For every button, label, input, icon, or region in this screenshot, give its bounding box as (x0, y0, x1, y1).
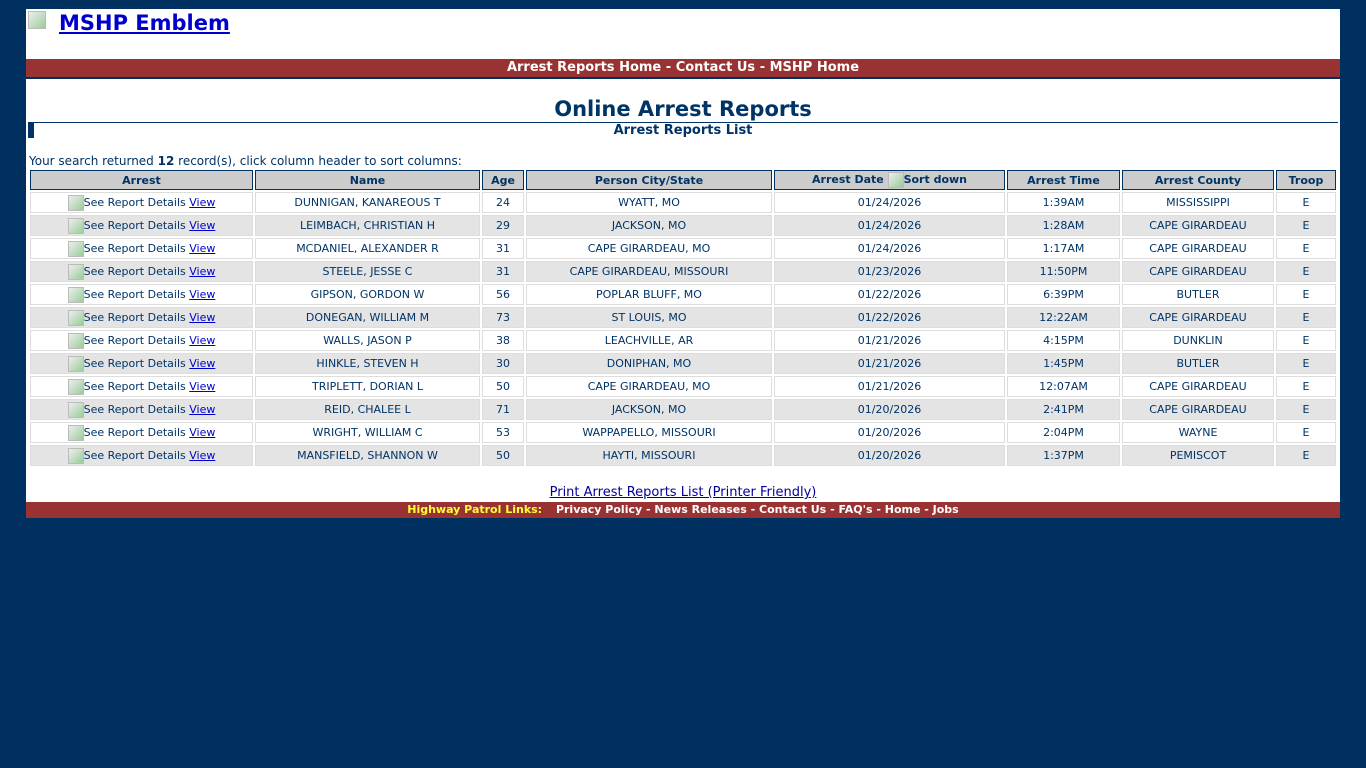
report-details-icon (68, 448, 84, 464)
arrest-county-cell: CAPE GIRARDEAU (1122, 215, 1274, 236)
view-report-link[interactable]: View (189, 356, 216, 370)
name-cell: MANSFIELD, SHANNON W (255, 445, 480, 466)
column-header-arrest-date[interactable] (774, 170, 1005, 190)
nav-contact-us[interactable]: Contact Us (675, 60, 756, 75)
city-state-cell: JACKSON, MO (526, 399, 772, 420)
arrest-county-cell: CAPE GIRARDEAU (1122, 261, 1274, 282)
column-header-label: Arrest Time (1027, 173, 1100, 187)
view-report-link[interactable]: View (189, 218, 216, 232)
column-header-age[interactable] (482, 170, 524, 190)
nav-arrest-reports-home[interactable]: Arrest Reports Home (506, 60, 662, 75)
arrest-cell (30, 238, 253, 259)
column-header-arrest-time[interactable] (1007, 170, 1120, 190)
city-state-cell: LEACHVILLE, AR (526, 330, 772, 351)
city-state-cell: DONIPHAN, MO (526, 353, 772, 374)
report-details-icon (68, 195, 84, 211)
city-state-cell: WYATT, MO (526, 192, 772, 213)
footer-link-home[interactable]: Home (884, 503, 921, 516)
name-cell: MCDANIEL, ALEXANDER R (255, 238, 480, 259)
troop-cell: E (1276, 261, 1336, 282)
city-state-cell: HAYTI, MISSOURI (526, 445, 772, 466)
age-cell: 38 (482, 330, 524, 351)
age-cell: 73 (482, 307, 524, 328)
arrest-county-cell: BUTLER (1122, 284, 1274, 305)
troop-cell: E (1276, 445, 1336, 466)
age-cell: 30 (482, 353, 524, 374)
arrest-time-cell: 2:41PM (1007, 399, 1120, 420)
arrest-date-cell: 01/21/2026 (774, 376, 1005, 397)
table-row (30, 192, 1336, 213)
arrest-county-cell: DUNKLIN (1122, 330, 1274, 351)
report-img-alt: See Report Details (83, 333, 186, 347)
city-state-cell: WAPPAPELLO, MISSOURI (526, 422, 772, 443)
troop-cell: E (1276, 215, 1336, 236)
arrest-time-cell: 6:39PM (1007, 284, 1120, 305)
column-header-label: Name (349, 173, 386, 187)
footer-link-faq-s[interactable]: FAQ's (838, 503, 873, 516)
name-cell: LEIMBACH, CHRISTIAN H (255, 215, 480, 236)
arrest-county-cell: WAYNE (1122, 422, 1274, 443)
broken-image-icon (28, 11, 46, 29)
troop-cell: E (1276, 192, 1336, 213)
footer-links: Highway Patrol Links: Privacy Policy - News Releases - Contact Us - FAQ's - Home - Jobs (26, 502, 1340, 518)
city-state-cell: POPLAR BLUFF, MO (526, 284, 772, 305)
report-details-icon (68, 264, 84, 280)
column-header-label: Person City/State (594, 173, 704, 187)
arrest-cell (30, 192, 253, 213)
troop-cell: E (1276, 330, 1336, 351)
page-title: Online Arrest Reports (554, 97, 812, 121)
table-row (30, 445, 1336, 466)
view-report-link[interactable]: View (189, 333, 216, 347)
report-img-alt: See Report Details (83, 310, 186, 324)
arrest-time-cell: 1:17AM (1007, 238, 1120, 259)
footer-link-jobs[interactable]: Jobs (932, 503, 959, 516)
arrest-date-cell: 01/22/2026 (774, 284, 1005, 305)
arrest-cell (30, 399, 253, 420)
troop-cell: E (1276, 399, 1336, 420)
arrest-date-cell: 01/24/2026 (774, 192, 1005, 213)
page (26, 9, 1340, 518)
column-header-arrest[interactable] (30, 170, 253, 190)
report-details-icon (68, 333, 84, 349)
summary-suffix: record(s), click column header to sort columns: (174, 154, 462, 168)
arrest-cell (30, 330, 253, 351)
view-report-link[interactable]: View (189, 425, 216, 439)
view-report-link[interactable]: View (189, 402, 216, 416)
report-details-icon (68, 218, 84, 234)
age-cell: 53 (482, 422, 524, 443)
report-img-alt: See Report Details (83, 241, 186, 255)
logo-area (26, 9, 1340, 59)
arrest-cell (30, 376, 253, 397)
table-row (30, 307, 1336, 328)
search-summary (29, 154, 1340, 168)
column-header-label: Arrest County (1154, 173, 1242, 187)
table-row (30, 284, 1336, 305)
report-img-alt: See Report Details (83, 402, 186, 416)
view-report-link[interactable]: View (189, 264, 216, 278)
view-report-link[interactable]: View (189, 310, 216, 324)
column-header-arrest-county[interactable] (1122, 170, 1274, 190)
print-friendly-link[interactable]: Print Arrest Reports List (Printer Friendly) (549, 485, 817, 500)
table-row (30, 215, 1336, 236)
arrest-date-cell: 01/23/2026 (774, 261, 1005, 282)
name-cell: WRIGHT, WILLIAM C (255, 422, 480, 443)
arrest-cell (30, 307, 253, 328)
city-state-cell: CAPE GIRARDEAU, MISSOURI (526, 261, 772, 282)
table-row (30, 353, 1336, 374)
age-cell: 31 (482, 261, 524, 282)
arrest-date-cell: 01/22/2026 (774, 307, 1005, 328)
troop-cell: E (1276, 376, 1336, 397)
arrest-time-cell: 12:07AM (1007, 376, 1120, 397)
name-cell: TRIPLETT, DORIAN L (255, 376, 480, 397)
footer-link-privacy-policy[interactable]: Privacy Policy (555, 503, 643, 516)
age-cell: 29 (482, 215, 524, 236)
arrest-time-cell: 11:50PM (1007, 261, 1120, 282)
arrest-time-cell: 1:28AM (1007, 215, 1120, 236)
city-state-cell: CAPE GIRARDEAU, MO (526, 376, 772, 397)
name-cell: DUNNIGAN, KANAREOUS T (255, 192, 480, 213)
nav-mshp-home[interactable]: MSHP Home (769, 60, 860, 75)
arrest-date-cell: 01/21/2026 (774, 330, 1005, 351)
arrest-cell (30, 215, 253, 236)
arrest-cell (30, 445, 253, 466)
report-details-icon (68, 425, 84, 441)
arrest-cell (30, 422, 253, 443)
arrest-cell (30, 353, 253, 374)
mshp-emblem-link[interactable]: MSHP Emblem (59, 11, 230, 35)
table-row (30, 261, 1336, 282)
arrest-time-cell: 12:22AM (1007, 307, 1120, 328)
report-details-icon (68, 310, 84, 326)
subtitle: Arrest Reports List (613, 123, 753, 138)
arrest-cell (30, 261, 253, 282)
name-cell: GIPSON, GORDON W (255, 284, 480, 305)
arrest-date-cell: 01/20/2026 (774, 445, 1005, 466)
column-header-person-city-state[interactable] (526, 170, 772, 190)
report-details-icon (68, 402, 84, 418)
column-header-label: Age (491, 173, 515, 187)
view-report-link[interactable]: View (189, 195, 216, 209)
arrest-county-cell: MISSISSIPPI (1122, 192, 1274, 213)
name-cell: REID, CHALEE L (255, 399, 480, 420)
report-img-alt: See Report Details (83, 287, 186, 301)
report-img-alt: See Report Details (83, 425, 186, 439)
arrest-county-cell: CAPE GIRARDEAU (1122, 399, 1274, 420)
name-cell: DONEGAN, WILLIAM M (255, 307, 480, 328)
arrest-county-cell: CAPE GIRARDEAU (1122, 307, 1274, 328)
report-details-icon (68, 241, 84, 257)
troop-cell: E (1276, 422, 1336, 443)
subtitle-bar (28, 122, 1338, 145)
footer-label: Highway Patrol Links: (407, 503, 543, 516)
arrest-county-cell: PEMISCOT (1122, 445, 1274, 466)
view-report-link[interactable]: View (189, 379, 216, 393)
print-area (26, 485, 1340, 500)
report-img-alt: See Report Details (83, 218, 186, 232)
table-row (30, 376, 1336, 397)
column-header-label: Arrest Date (812, 173, 884, 186)
section-marker (28, 123, 34, 138)
arrest-date-cell: 01/20/2026 (774, 422, 1005, 443)
report-details-icon (68, 379, 84, 395)
age-cell: 31 (482, 238, 524, 259)
arrest-county-cell: BUTLER (1122, 353, 1274, 374)
age-cell: 50 (482, 445, 524, 466)
arrest-county-cell: CAPE GIRARDEAU (1122, 238, 1274, 259)
arrest-date-cell: 01/20/2026 (774, 399, 1005, 420)
arrest-county-cell: CAPE GIRARDEAU (1122, 376, 1274, 397)
arrest-time-cell: 4:15PM (1007, 330, 1120, 351)
table-row (30, 399, 1336, 420)
view-report-link[interactable]: View (189, 287, 216, 301)
name-cell: WALLS, JASON P (255, 330, 480, 351)
column-header-troop[interactable] (1276, 170, 1336, 190)
report-img-alt: See Report Details (83, 356, 186, 370)
troop-cell: E (1276, 307, 1336, 328)
sort-icon-alt: Sort down (903, 173, 967, 186)
sort-down-icon (888, 172, 904, 188)
footer-link-contact-us[interactable]: Contact Us (759, 503, 827, 516)
view-report-link[interactable]: View (189, 448, 216, 462)
troop-cell: E (1276, 284, 1336, 305)
arrest-date-cell: 01/24/2026 (774, 215, 1005, 236)
report-img-alt: See Report Details (83, 264, 186, 278)
age-cell: 71 (482, 399, 524, 420)
city-state-cell: CAPE GIRARDEAU, MO (526, 238, 772, 259)
city-state-cell: JACKSON, MO (526, 215, 772, 236)
column-header-name[interactable] (255, 170, 480, 190)
arrest-cell (30, 284, 253, 305)
name-cell: HINKLE, STEVEN H (255, 353, 480, 374)
arrest-time-cell: 1:39AM (1007, 192, 1120, 213)
report-details-icon (68, 287, 84, 303)
table-row (30, 330, 1336, 351)
troop-cell: E (1276, 353, 1336, 374)
summary-prefix: Your search returned (29, 154, 158, 168)
arrest-time-cell: 1:37PM (1007, 445, 1120, 466)
top-nav: Arrest Reports Home - Contact Us - MSHP Home (26, 59, 1340, 79)
record-count: 12 (157, 154, 175, 168)
table-row (30, 422, 1336, 443)
footer-link-news-releases[interactable]: News Releases (654, 503, 747, 516)
arrest-time-cell: 2:04PM (1007, 422, 1120, 443)
report-img-alt: See Report Details (83, 195, 186, 209)
arrest-date-cell: 01/21/2026 (774, 353, 1005, 374)
age-cell: 56 (482, 284, 524, 305)
age-cell: 24 (482, 192, 524, 213)
name-cell: STEELE, JESSE C (255, 261, 480, 282)
arrest-time-cell: 1:45PM (1007, 353, 1120, 374)
report-img-alt: See Report Details (83, 379, 186, 393)
view-report-link[interactable]: View (189, 241, 216, 255)
troop-cell: E (1276, 238, 1336, 259)
table-row (30, 238, 1336, 259)
column-header-label: Arrest (122, 173, 161, 187)
report-details-icon (68, 356, 84, 372)
report-img-alt: See Report Details (83, 448, 186, 462)
age-cell: 50 (482, 376, 524, 397)
arrest-date-cell: 01/24/2026 (774, 238, 1005, 259)
city-state-cell: ST LOUIS, MO (526, 307, 772, 328)
column-header-label: Troop (1288, 173, 1324, 187)
arrest-reports-table (28, 168, 1338, 468)
